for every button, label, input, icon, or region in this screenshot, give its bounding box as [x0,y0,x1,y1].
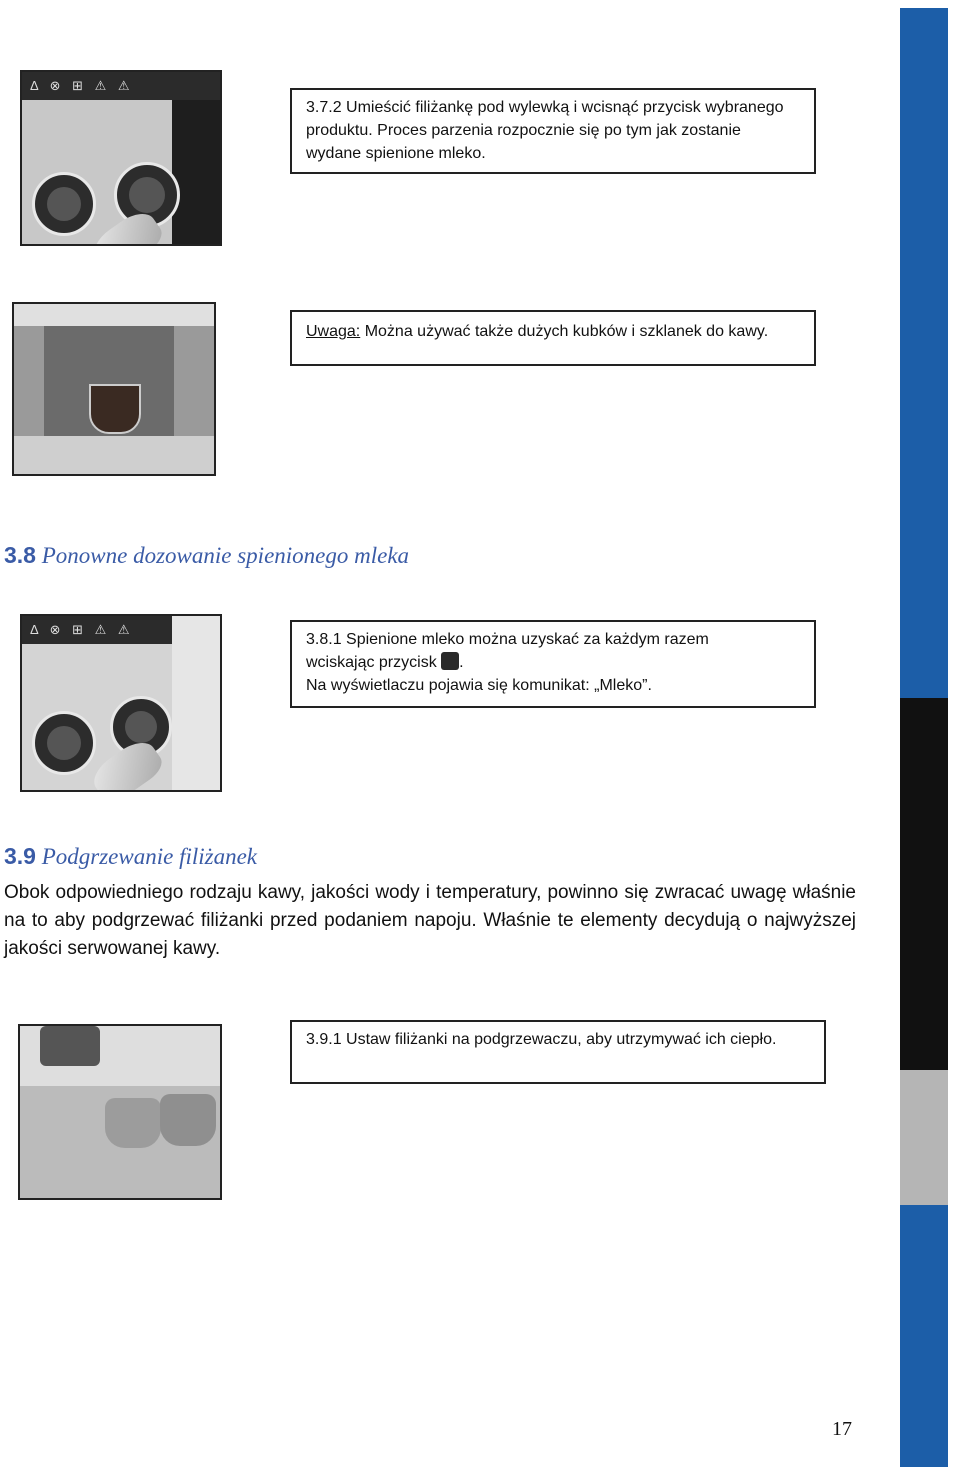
step-3-8-1-line3: Na wyświetlaczu pojawia się komunikat: „Mleko”. [306,677,652,694]
photo-button-press [20,70,222,246]
stripe-blue-bottom [900,1205,948,1467]
photo-milk-button [20,614,222,792]
cup-icon [105,1098,161,1148]
stripe-grey [900,1070,948,1205]
machine-display-icons: Δ ⊗ ⊞ ⚠ ⚠ [22,72,220,100]
step-3-8-1-box [290,620,816,708]
machine-top-panel [14,304,214,326]
decorative-side-stripe [900,0,948,1475]
note-label: Uwaga: [306,323,361,340]
coffee-button-icon-2 [32,711,96,775]
section-3-9-title: Podgrzewanie filiżanek [41,844,258,869]
machine-panel-dark [172,100,220,244]
machine-side-panel [172,616,220,790]
step-3-7-2-text: 3.7.2 Umieścić filiżankę pod wylewką i wcisnąć przycisk wybranego produktu. Proces parzenia rozpocznie się po tym jak zostanie wydane spienione mleko. [306,99,784,162]
section-3-8-title: Ponowne dozowanie spienionego mleka [41,543,410,568]
step-3-9-1-text: 3.9.1 Ustaw filiżanki na podgrzewaczu, aby utrzymywać ich ciepło. [306,1031,777,1048]
stripe-blue-top [900,8,948,698]
section-3-9-heading [4,843,257,870]
bean-hopper [40,1026,100,1066]
note-text: Można używać także dużych kubków i szklanek do kawy. [360,323,769,340]
step-3-8-1-line2 [306,651,800,674]
section-3-9-number: 3.9 [4,843,36,869]
milk-button-inline-icon [441,652,459,670]
glass-icon [89,384,141,434]
section-3-8-heading [4,542,409,569]
coffee-button-icon [32,172,96,236]
photo-cup-warmer [18,1024,222,1200]
section-3-9-paragraph: Obok odpowiedniego rodzaju kawy, jakości wody i temperatury, powinno się zwracać uwagę właśnie na to aby podgrzewać filiżanki przed podaniem napoju. Właśnie te elementy decydują o najwyższej jakości serwowanej kawy. [4,882,856,959]
step-3-8-1-line2-end: . [459,654,464,671]
step-3-8-1-line2-text: wciskając przycisk [306,654,442,671]
note-box [290,310,816,366]
step-3-8-1-line1: 3.8.1 Spienione mleko można uzyskać za każdym razem [306,631,709,648]
step-3-9-1-box [290,1020,826,1084]
page-number: 17 [832,1418,852,1440]
photo-glass-under-spout [12,302,216,476]
step-3-7-2-box [290,88,816,174]
drip-tray [14,436,214,474]
cup-icon-2 [160,1094,216,1146]
machine-display-icons-2: Δ ⊗ ⊞ ⚠ ⚠ [22,616,180,644]
stripe-black [900,698,948,1070]
section-3-8-number: 3.8 [4,542,36,568]
